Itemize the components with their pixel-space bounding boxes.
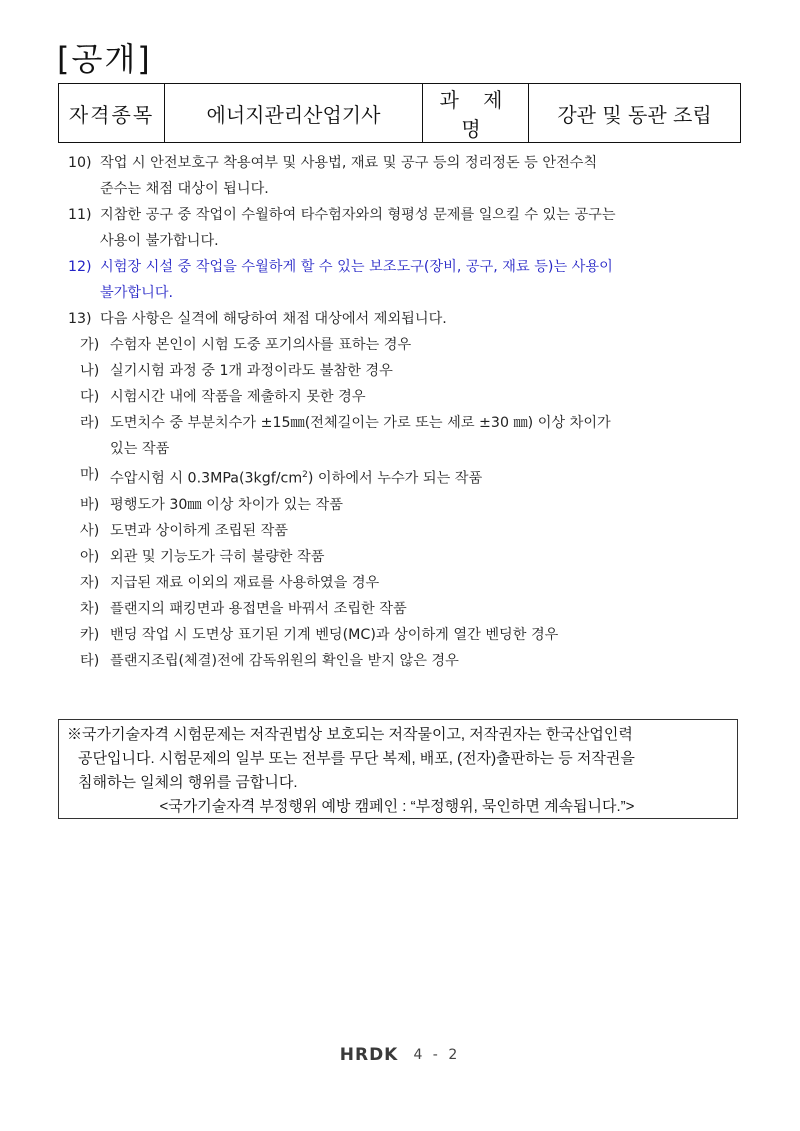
header-table bbox=[58, 83, 741, 143]
sub-text: 도면치수 중 부분치수가 ±15㎜(전체길이는 가로 또는 세로 ±30 ㎜) 이상 차이가 bbox=[110, 415, 611, 431]
sub-number: 바) bbox=[80, 496, 100, 513]
sub-text: 실기시험 과정 중 1개 과정이라도 불참한 경우 bbox=[110, 363, 393, 379]
sub-number: 다) bbox=[80, 389, 100, 405]
disqualification-item bbox=[68, 358, 748, 384]
page-footer bbox=[0, 1044, 800, 1065]
instruction-item-10 bbox=[68, 150, 748, 202]
sub-text: 평행도가 30㎜ 이상 차이가 있는 작품 bbox=[110, 496, 343, 513]
notice-line: 공단입니다. 시험문제의 일부 또는 전부를 무단 복제, 배포, (전자)출판하는 등 저작권을 bbox=[78, 750, 635, 767]
task-value: 강관 및 동관 조립 bbox=[529, 84, 741, 143]
sub-number: 가) bbox=[80, 337, 100, 353]
hrdk-logo: HRDK bbox=[339, 1044, 399, 1065]
item-line: 지참한 공구 중 작업이 수월하여 타수험자와의 형평성 문제를 일으킬 수 있는 공구는 bbox=[100, 207, 616, 223]
instruction-item-12 bbox=[68, 254, 748, 306]
sub-text-continued: 있는 작품 bbox=[110, 441, 170, 457]
item-number: 13) bbox=[68, 311, 92, 327]
item-line: 작업 시 안전보호구 착용여부 및 사용법, 재료 및 공구 등의 정리정돈 등 안전수칙 bbox=[100, 155, 598, 171]
page-number: 4 - 2 bbox=[413, 1046, 461, 1063]
item-line: 다음 사항은 실격에 해당하여 채점 대상에서 제외됩니다. bbox=[100, 311, 447, 327]
campaign-slogan: <국가기술자격 부정행위 예방 캠페인 : “부정행위, 묵인하면 계속됩니다.”> bbox=[159, 798, 635, 815]
item-number: 11) bbox=[68, 207, 92, 223]
item-line: 시험장 시설 중 작업을 수월하게 할 수 있는 보조도구(장비, 공구, 재료 등)는 사용이 bbox=[100, 259, 613, 275]
sub-text: 도면과 상이하게 조립된 작품 bbox=[110, 522, 288, 539]
disqualification-item bbox=[68, 462, 748, 492]
sub-number: 나) bbox=[80, 363, 100, 379]
disqualification-item bbox=[68, 332, 748, 358]
disqualification-item bbox=[68, 648, 748, 674]
sub-text: 외관 및 기능도가 극히 불량한 작품 bbox=[110, 548, 325, 565]
instruction-item-13 bbox=[68, 306, 748, 332]
disqualification-item bbox=[68, 518, 748, 544]
disqualification-item bbox=[68, 544, 748, 570]
disqualification-item bbox=[68, 622, 748, 648]
disqualification-item bbox=[68, 596, 748, 622]
item-number: 12) bbox=[68, 259, 92, 275]
superscript: 2 bbox=[302, 470, 308, 480]
disqualification-item bbox=[68, 384, 748, 410]
sub-text: 수험자 본인이 시험 도중 포기의사를 표하는 경우 bbox=[110, 337, 412, 353]
sub-text: 밴딩 작업 시 도면상 표기된 기계 벤딩(MC)과 상이하게 열간 벤딩한 경우 bbox=[110, 626, 559, 643]
sub-number: 마) bbox=[80, 467, 100, 483]
item-line: 불가합니다. bbox=[100, 285, 174, 301]
instruction-item-11 bbox=[68, 202, 748, 254]
item-line: 준수는 채점 대상이 됩니다. bbox=[100, 181, 269, 197]
notice-line: ※국가기술자격 시험문제는 저작권법상 보호되는 저작물이고, 저작권자는 한국산업인력 bbox=[67, 726, 633, 743]
sub-text: 수압시험 시 0.3MPa(3kgf/cm bbox=[110, 470, 303, 487]
item-number: 10) bbox=[68, 155, 92, 171]
sub-number: 사) bbox=[80, 522, 100, 539]
sub-text: 플랜지조립(체결)전에 감독위원의 확인을 받지 않은 경우 bbox=[110, 652, 459, 669]
sub-number: 라) bbox=[80, 415, 100, 431]
sub-text: 지급된 재료 이외의 재료를 사용하였을 경우 bbox=[110, 574, 380, 591]
copyright-notice bbox=[58, 719, 738, 819]
sub-text: 플랜지의 패킹면과 용접면을 바꿔서 조립한 작품 bbox=[110, 600, 407, 617]
public-stamp: [공개] bbox=[57, 40, 152, 78]
sub-number: 카) bbox=[80, 626, 100, 643]
sub-number: 타) bbox=[80, 652, 100, 669]
sub-text: 시험시간 내에 작품을 제출하지 못한 경우 bbox=[110, 389, 366, 405]
disqualification-item bbox=[68, 410, 748, 462]
sub-number: 자) bbox=[80, 574, 100, 591]
task-label: 과 제 명 bbox=[423, 84, 529, 143]
disqualification-item bbox=[68, 570, 748, 596]
disqualification-item bbox=[68, 492, 748, 518]
sub-number: 차) bbox=[80, 600, 100, 617]
qualification-label: 자격종목 bbox=[59, 84, 165, 143]
notice-line: 침해하는 일체의 행위를 금합니다. bbox=[78, 774, 298, 791]
sub-number: 아) bbox=[80, 548, 100, 565]
sub-text: ) 이하에서 누수가 되는 작품 bbox=[307, 470, 483, 487]
item-line: 사용이 불가합니다. bbox=[100, 233, 219, 249]
qualification-value: 에너지관리산업기사 bbox=[165, 84, 423, 143]
instructions bbox=[68, 150, 748, 674]
